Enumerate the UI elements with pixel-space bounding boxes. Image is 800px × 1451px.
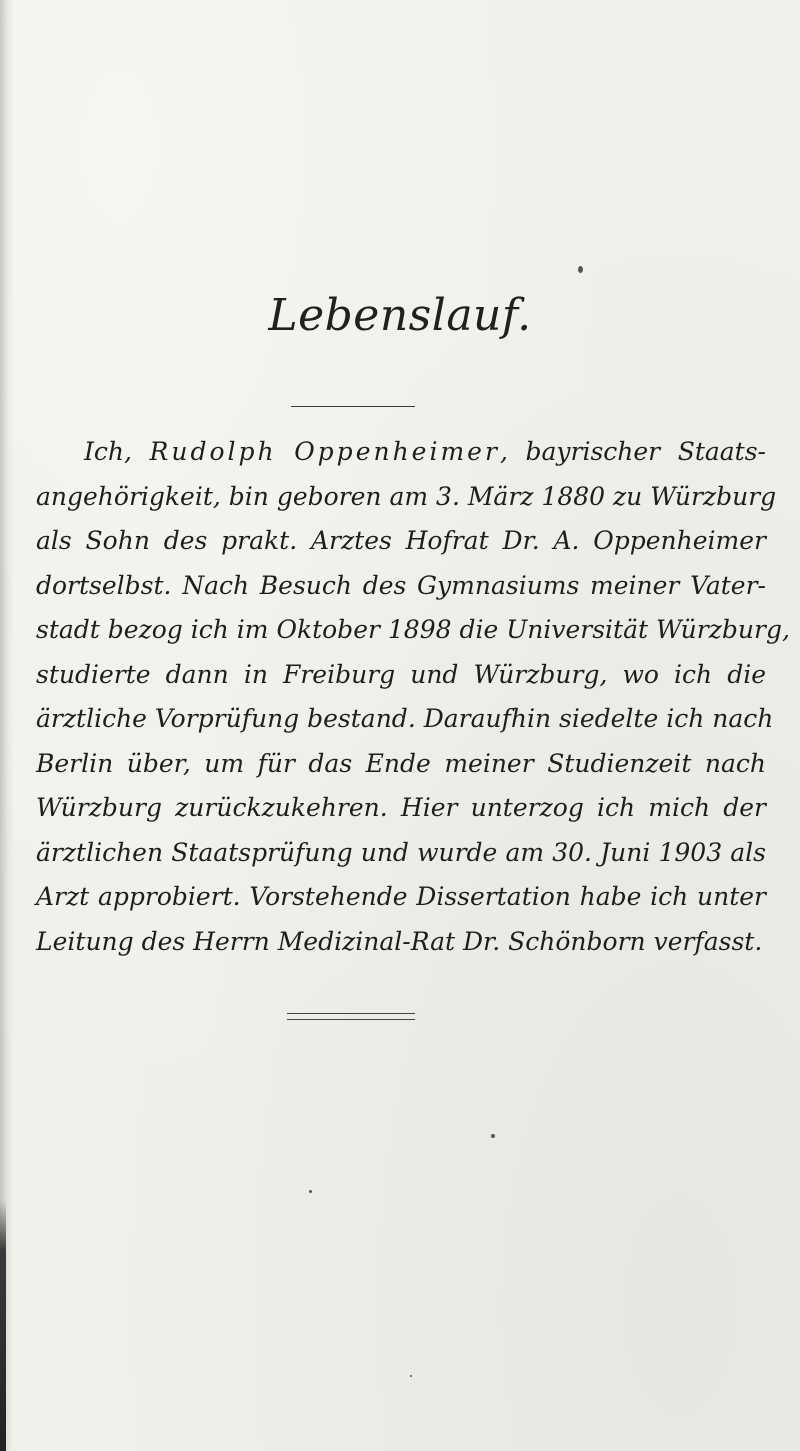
text-line-3: als Sohn des prakt. Arztes Hofrat Dr. A. Oppenheimer: [36, 526, 766, 555]
paper-speck: [309, 1190, 312, 1193]
curriculum-vitae-text: [36, 430, 790, 964]
author-last-name: Oppenheimer: [294, 437, 500, 466]
text-line-12: Leitung des Herrn Medizinal-Rat Dr. Schönborn verfasst.: [36, 926, 763, 956]
page-edge-binding: [0, 1200, 6, 1451]
text-line-8: Berlin über, um für das Ende meiner Studienzeit nach: [36, 748, 766, 778]
text-line-7: ärztliche Vorprüfung bestand. Daraufhin siedelte ich nach: [36, 704, 774, 733]
title-divider: [291, 406, 415, 407]
paper-speck: [578, 266, 583, 273]
text-line-1: Ich, Rudolph Oppenheimer, bayrischer Staats-: [84, 437, 766, 466]
author-first-name: Rudolph: [149, 437, 277, 466]
text-line-10: ärztlichen Staatsprüfung und wurde am 30. Juni 1903 als: [36, 837, 766, 867]
text-line-5: stadt bezog ich im Oktober 1898 die Universität Würzburg,: [36, 615, 790, 644]
paper-speck: [410, 1375, 412, 1377]
page-title: Lebenslauf.: [268, 290, 532, 341]
paper-speck: [491, 1134, 495, 1138]
closing-double-rule: [287, 1013, 415, 1020]
text-line-2: angehörigkeit, bin geboren am 3. März 1880 zu Würzburg: [36, 481, 777, 511]
text-line-11: Arzt approbiert. Vorstehende Dissertation habe ich unter: [36, 882, 766, 911]
text-line-9: Würzburg zurückzukehren. Hier unterzog ich mich der: [36, 793, 766, 822]
text-line-6: studierte dann in Freiburg und Würzburg, wo ich die: [36, 659, 766, 689]
text-line-4: dortselbst. Nach Besuch des Gymnasiums meiner Vater-: [36, 570, 766, 600]
